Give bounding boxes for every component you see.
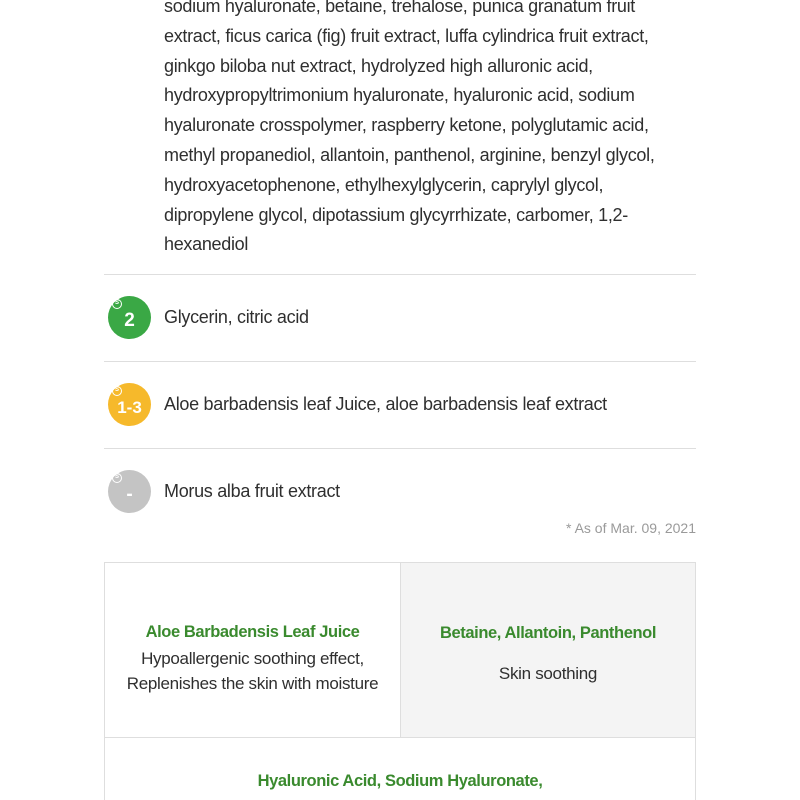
- ingredient-line: hydroxyacetophenone, ethylhexylglycerin, caprylyl glycol,: [164, 174, 604, 195]
- date-note: * As of Mar. 09, 2021: [566, 520, 696, 536]
- grade-value: -: [126, 483, 133, 505]
- ewg-grade-badge-green: [108, 296, 151, 339]
- full-ingredient-list: [164, 0, 724, 260]
- desc-line: Hypoallergenic soothing effect,: [141, 649, 364, 668]
- key-ingredient-title: Aloe Barbadensis Leaf Juice: [145, 623, 360, 641]
- grade-value: 2: [124, 309, 135, 331]
- ingredient-line: methyl propanediol, allantoin, panthenol, arginine, benzyl glycol,: [164, 144, 655, 165]
- key-ingredient-desc: [401, 661, 695, 686]
- ingredient-line: ginkgo biloba nut extract, hydrolyzed high alluronic acid,: [164, 55, 593, 76]
- key-ingredient-title: Betaine, Allantoin, Panthenol: [439, 624, 657, 642]
- key-ingredient-title: Hyaluronic Acid, Sodium Hyaluronate,: [257, 772, 543, 790]
- ingredient-line: hydroxypropyltrimonium hyaluronate, hyaluronic acid, sodium: [164, 85, 635, 106]
- ewg-ingredient-text: Aloe barbadensis leaf Juice, aloe barbadensis leaf extract: [164, 394, 607, 414]
- ewg-grade-row: [104, 362, 696, 448]
- ewg-ingredient-text: Glycerin, citric acid: [164, 307, 309, 327]
- ewg-grade-badge-gray: [108, 470, 151, 513]
- ingredient-line: hyaluronate crosspolymer, raspberry ketone, polyglutamic acid,: [164, 115, 649, 136]
- ingredient-line: dipropylene glycol, dipotassium glycyrrhizate, carbomer, 1,2-: [164, 204, 628, 225]
- key-ingredient-cell: [401, 563, 695, 738]
- ewg-ingredient-text: Morus alba fruit extract: [164, 481, 340, 501]
- ingredient-line: hexanediol: [164, 234, 249, 255]
- safe-mark-icon: S: [112, 299, 122, 309]
- key-ingredients-table: [104, 562, 696, 800]
- desc-line: Skin soothing: [498, 664, 598, 683]
- key-ingredient-cell: [105, 563, 401, 738]
- ewg-grade-badge-yellow: [108, 383, 151, 426]
- desc-line: Replenishes the skin with moisture: [126, 674, 379, 693]
- key-ingredient-cell: [105, 738, 695, 800]
- ewg-grade-row: [104, 275, 696, 361]
- key-ingredient-desc: [105, 646, 400, 696]
- ingredient-line: sodium hyaluronate, betaine, trehalose, punica granatum fruit: [164, 0, 635, 16]
- ingredient-line: extract, ficus carica (fig) fruit extract, luffa cylindrica fruit extract,: [164, 25, 649, 46]
- safe-mark-icon: S: [112, 386, 122, 396]
- safe-mark-icon: S: [112, 473, 122, 483]
- grade-value: 1-3: [117, 397, 142, 417]
